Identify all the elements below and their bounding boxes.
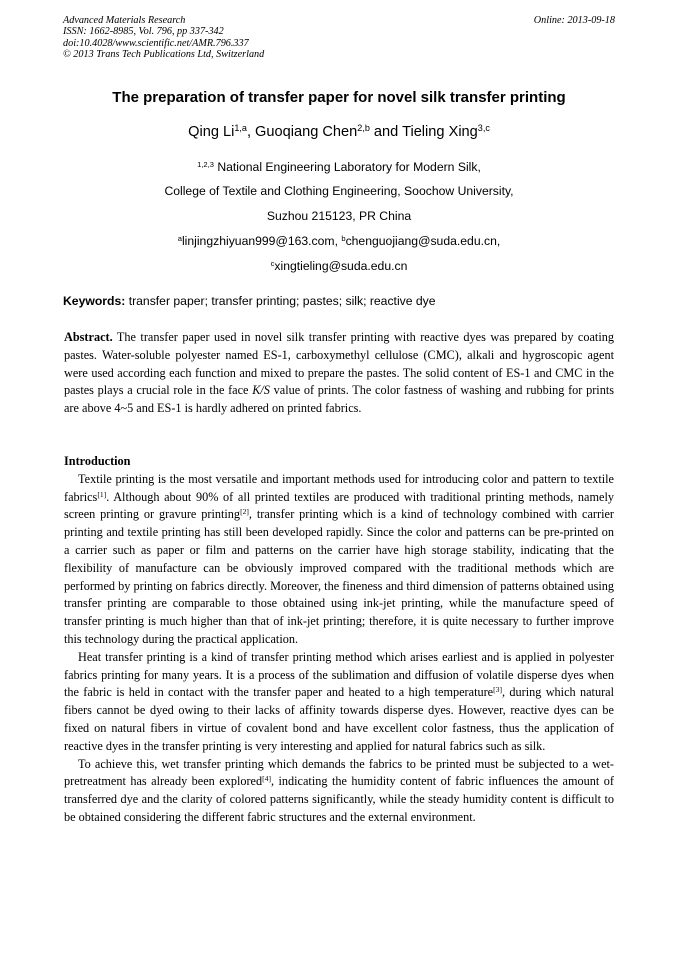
affiliation-superscript: 1,2,3	[197, 159, 214, 169]
email-address: linjingzhiyuan999@163.com,	[181, 234, 342, 248]
email-line	[0, 234, 678, 248]
abstract-label: Abstract.	[64, 330, 113, 344]
paper-title: The preparation of transfer paper for novel silk transfer printing	[112, 89, 566, 106]
email-superscript: c	[270, 258, 275, 268]
paragraph-text: , indicating the humidity content of fabric influences the amount of transferred dye and the clarity of colored patterns significantly, while the steady humidity content is difficult to be obtained considering the different fabric structures and the external environment.	[64, 774, 614, 824]
email-superscript: a	[177, 233, 182, 243]
paragraph-text: To achieve this, wet transfer printing which demands the fabrics to be printed must be subjected to a wet-pretreatment has already been explored	[64, 756, 614, 789]
paragraph-text: Textile printing is the most versatile and important methods used for introducing color and pattern to textile fabrics	[64, 471, 614, 504]
paragraph-text: , during which natural fibers cannot be dyed owing to their lacks of affinity towards disperse dyes. However, reactive dyes can be fixed on natural fibers in virtue of covalent bond and have excellent color fastness, thus the application of reactive dyes in the transfer printing is very interesting and applied for natural fabrics such as silk.	[64, 685, 614, 753]
email-address: chenguojiang@suda.edu.cn,	[345, 234, 501, 248]
email-line	[0, 259, 678, 273]
citation: [4]	[262, 774, 271, 784]
email-address: xingtieling@suda.edu.cn	[274, 259, 408, 273]
author-superscript: 3,c	[477, 123, 490, 134]
online-date: Online: 2013-09-18	[533, 15, 615, 26]
citation: [2]	[240, 507, 249, 517]
paragraph-text: . Although about 90% of all printed textiles are produced with traditional printing methods, namely screen printing or gravure printing	[64, 489, 614, 522]
introduction-section	[64, 453, 614, 827]
author-separator: and	[369, 124, 403, 140]
affiliation-text: National Engineering Laboratory for Modern Silk,	[213, 160, 481, 174]
abstract-text: value of prints. The color fastness of washing and rubbing for prints are above 4~5 and ES-1 is hardly adhered on printed fabrics.	[64, 383, 615, 416]
author-list	[0, 124, 678, 140]
citation: [3]	[493, 685, 502, 695]
author-superscript: 1,a	[234, 123, 247, 134]
author-name: Guoqiang Chen	[255, 124, 358, 140]
email-superscript: b	[341, 233, 346, 243]
introduction-paragraph	[64, 649, 614, 756]
affiliation-line: College of Textile and Clothing Engineering, Soochow University,	[164, 184, 514, 198]
paragraph-text: , transfer printing which is a kind of technology combined with carrier printing and textile printing has still been developed rapidly. Since the color and patterns can be pre-printed on a carrier such as paper or film and patterns on the carrier have high storage stability, indicating that the flexibility of manufacture can be obviously improved compared with the traditional methods which are performed by printing on fabrics directly. Moreover, the fineness and third dimension of patterns obtained using transfer printing are comparable to those obtained using ink-jet printing, while the manufacture speed of transfer printing is much higher than that of ink-jet printing; therefore, it is quite necessary to further improve this technology during the practical application.	[64, 507, 614, 646]
keywords-label: Keywords:	[63, 294, 126, 308]
author-name: Tieling Xing	[402, 124, 478, 140]
introduction-paragraph	[64, 756, 614, 827]
author-superscript: 2,b	[357, 123, 370, 134]
keywords-text: transfer paper; transfer printing; pastes; silk; reactive dye	[125, 294, 436, 308]
abstract-text: The transfer paper used in novel silk transfer printing with reactive dyes was prepared by coating pastes. Water-soluble polyester named ES-1, carboxymethyl cellulose (CMC), alkali and hygroscopic agent were used according each function and mixed to prepare the pastes. The solid content of ES-1 and CMC in the pastes plays a crucial role in the face	[64, 330, 614, 398]
journal-issn: ISSN: 1662-8985, Vol. 796, pp 337-342	[63, 26, 224, 38]
introduction-paragraph	[64, 471, 614, 649]
author-separator: ,	[246, 124, 256, 140]
journal-copyright: © 2013 Trans Tech Publications Ltd, Switzerland	[63, 48, 265, 60]
affiliation-line	[0, 160, 678, 174]
abstract-ks: K/S	[252, 383, 270, 398]
journal-header	[63, 15, 264, 60]
journal-doi: doi:10.4028/www.scientific.net/AMR.796.337	[63, 37, 249, 49]
paragraph-text: Heat transfer printing is a kind of transfer printing method which arises earliest and is applied in polyester fabrics printing for many years. It is a process of the sublimation and diffusion of volatile disperse dyes when the fabric is held in contact with the transfer paper and heated to a high temperature	[64, 649, 614, 700]
journal-name: Advanced Materials Research	[63, 15, 186, 26]
citation: [1]	[97, 489, 107, 499]
abstract-paragraph	[64, 329, 614, 418]
author-name: Qing Li	[188, 124, 235, 140]
keywords	[63, 294, 623, 308]
abstract	[64, 329, 614, 418]
introduction-heading: Introduction	[64, 454, 131, 468]
affiliation-line: Suzhou 215123, PR China	[266, 209, 412, 223]
